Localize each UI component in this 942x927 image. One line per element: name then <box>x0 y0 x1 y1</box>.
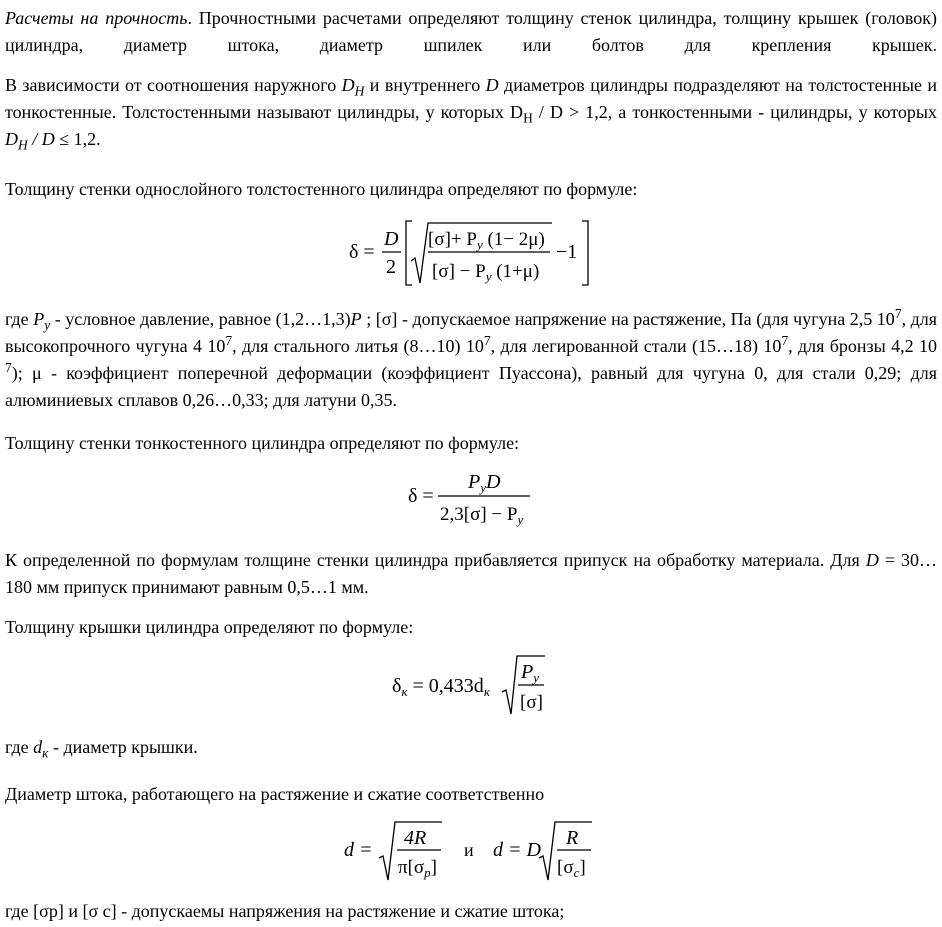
exponent: 7 <box>225 333 233 348</box>
text-run: , для легированной стали (15…18) 10 <box>490 336 782 356</box>
formula-lhs-2: d = D <box>493 839 541 861</box>
var-dk-sub: к <box>42 745 49 761</box>
formula-top-2: R <box>566 827 579 849</box>
paragraph-rod-intro: Диаметр штока, работающего на растяжение и сжатие соответственно <box>5 784 545 804</box>
var-sub: H <box>18 137 28 153</box>
text-run: , для бронзы 4,2 10 <box>788 336 937 356</box>
exponent: 7 <box>894 306 902 321</box>
text-run: ); μ - коэффициент поперечной деформации (коэффициент Пуассона), равный для чугуна 0, для стали 0,29; для алюминиевых сплавов 0,26…0,33; для латуни 0,35. <box>5 363 937 410</box>
formula-top: $P_yD$ <box>468 471 501 495</box>
text-run: , для стального литья (8…10) 10 <box>232 336 484 356</box>
formula-thin-wall-svg <box>0 464 942 534</box>
formula-lhs: δ = <box>408 485 434 507</box>
formula-inner-top: $[\sigma]+ P_y$ (1− 2μ) <box>428 229 545 252</box>
formula-lhs-1: d = <box>344 839 373 861</box>
formula-bot: [σ] <box>520 692 543 713</box>
paragraph-thick-wall-intro: Толщину стенки однослойного толстостенного цилиндра определяют по формуле: <box>5 179 638 199</box>
paragraph-text: . Прочностными расчетами определяют толщину стенок цилиндра, толщину крышек (головок) цилиндра, диаметр штока, диаметр шпилек или болтов для крепления крышек. <box>5 8 938 55</box>
formula-bot-1: $\pi[\sigma_p]$ <box>398 857 437 880</box>
var-d: / D <box>27 129 55 149</box>
formula-rod <box>0 818 942 898</box>
exponent: 7 <box>483 333 491 348</box>
formula-frac-top: D <box>384 228 399 250</box>
text-run: - диаметр крышки. <box>48 737 198 757</box>
formula-cover-svg <box>0 650 942 720</box>
formula-top-1: 4R <box>404 827 427 849</box>
formula-lhs: $\delta_к = 0,433d_к$ <box>392 675 490 699</box>
var-dk: d <box>33 737 43 757</box>
var-py: P <box>33 309 45 329</box>
text-run: ≤ 1,2. <box>54 129 101 149</box>
paragraph-cylinder-types <box>5 72 937 153</box>
var-dh: D <box>341 75 355 95</box>
formula-top: $P_y$ <box>521 661 539 685</box>
formula-and: и <box>464 840 474 860</box>
formula-cover <box>0 650 942 730</box>
section-title: Расчеты на прочность <box>5 8 188 28</box>
text-run: где <box>5 309 34 329</box>
formula-bot: $2,3[\sigma] - P_y$ <box>440 504 524 527</box>
formula-thin-wall <box>0 464 942 544</box>
paragraph-rod-legend: где [σр] и [σ с] - допускаемы напряжения на растяжение и сжатие штока; <box>5 901 565 921</box>
text-run: К определенной по формулам толщине стенки цилиндра прибавляется припуск на обработку материала. Для <box>5 550 866 570</box>
paragraph-allowance <box>5 547 937 601</box>
formula-thick-wall-svg <box>0 215 942 295</box>
exponent: 7 <box>5 360 12 375</box>
exponent: 7 <box>781 333 789 348</box>
var-p: P <box>350 309 362 329</box>
paragraph-legend <box>5 306 937 414</box>
formula-bot-2: $[\sigma_c]$ <box>557 857 586 880</box>
text-run: диаметров цилиндры подразделяют на толстостенные и тонкостенные. Толстостенными называют цилиндры, у которых D <box>5 75 937 122</box>
var-dh-sub: H <box>354 83 365 99</box>
text-run: - условное давление, равное (1,2…1,3) <box>50 309 351 329</box>
text-run: ; [σ] - допускаемое напряжение на растяжение, Па (для чугуна 2,5 10 <box>361 309 895 329</box>
var-py-sub: y <box>44 317 51 333</box>
text-run: / D > 1,2, а тонкостенными - цилиндры, у которых <box>532 102 937 122</box>
var-sub: H <box>523 110 533 126</box>
formula-minus-one: −1 <box>556 241 578 263</box>
paragraph-cover-intro: Толщину крышки цилиндра определяют по формуле: <box>5 617 414 637</box>
text-run: где <box>5 737 34 757</box>
var-dh: D <box>5 129 18 149</box>
text-run: и внутреннего <box>364 75 486 95</box>
formula-inner-bot: $[\sigma] - P_y$ (1+μ) <box>432 261 540 284</box>
paragraph-strength-calc <box>5 5 937 59</box>
formula-rod-svg <box>0 818 942 888</box>
text-run: , для высокопрочного чугуна 4 10 <box>5 309 938 356</box>
paragraph-cover-legend <box>5 734 937 761</box>
paragraph-thin-wall-intro: Толщину стенки тонкостенного цилиндра определяют по формуле: <box>5 433 520 453</box>
text-run: = 30…180 мм припуск принимают равным 0,5…1 мм. <box>5 550 937 597</box>
var-d: D <box>485 75 499 95</box>
formula-lhs: δ = <box>349 241 375 263</box>
var-d: D <box>865 550 879 570</box>
formula-frac-bot: 2 <box>386 256 396 278</box>
formula-thick-wall <box>0 215 942 295</box>
text-run: В зависимости от соотношения наружного <box>5 75 342 95</box>
